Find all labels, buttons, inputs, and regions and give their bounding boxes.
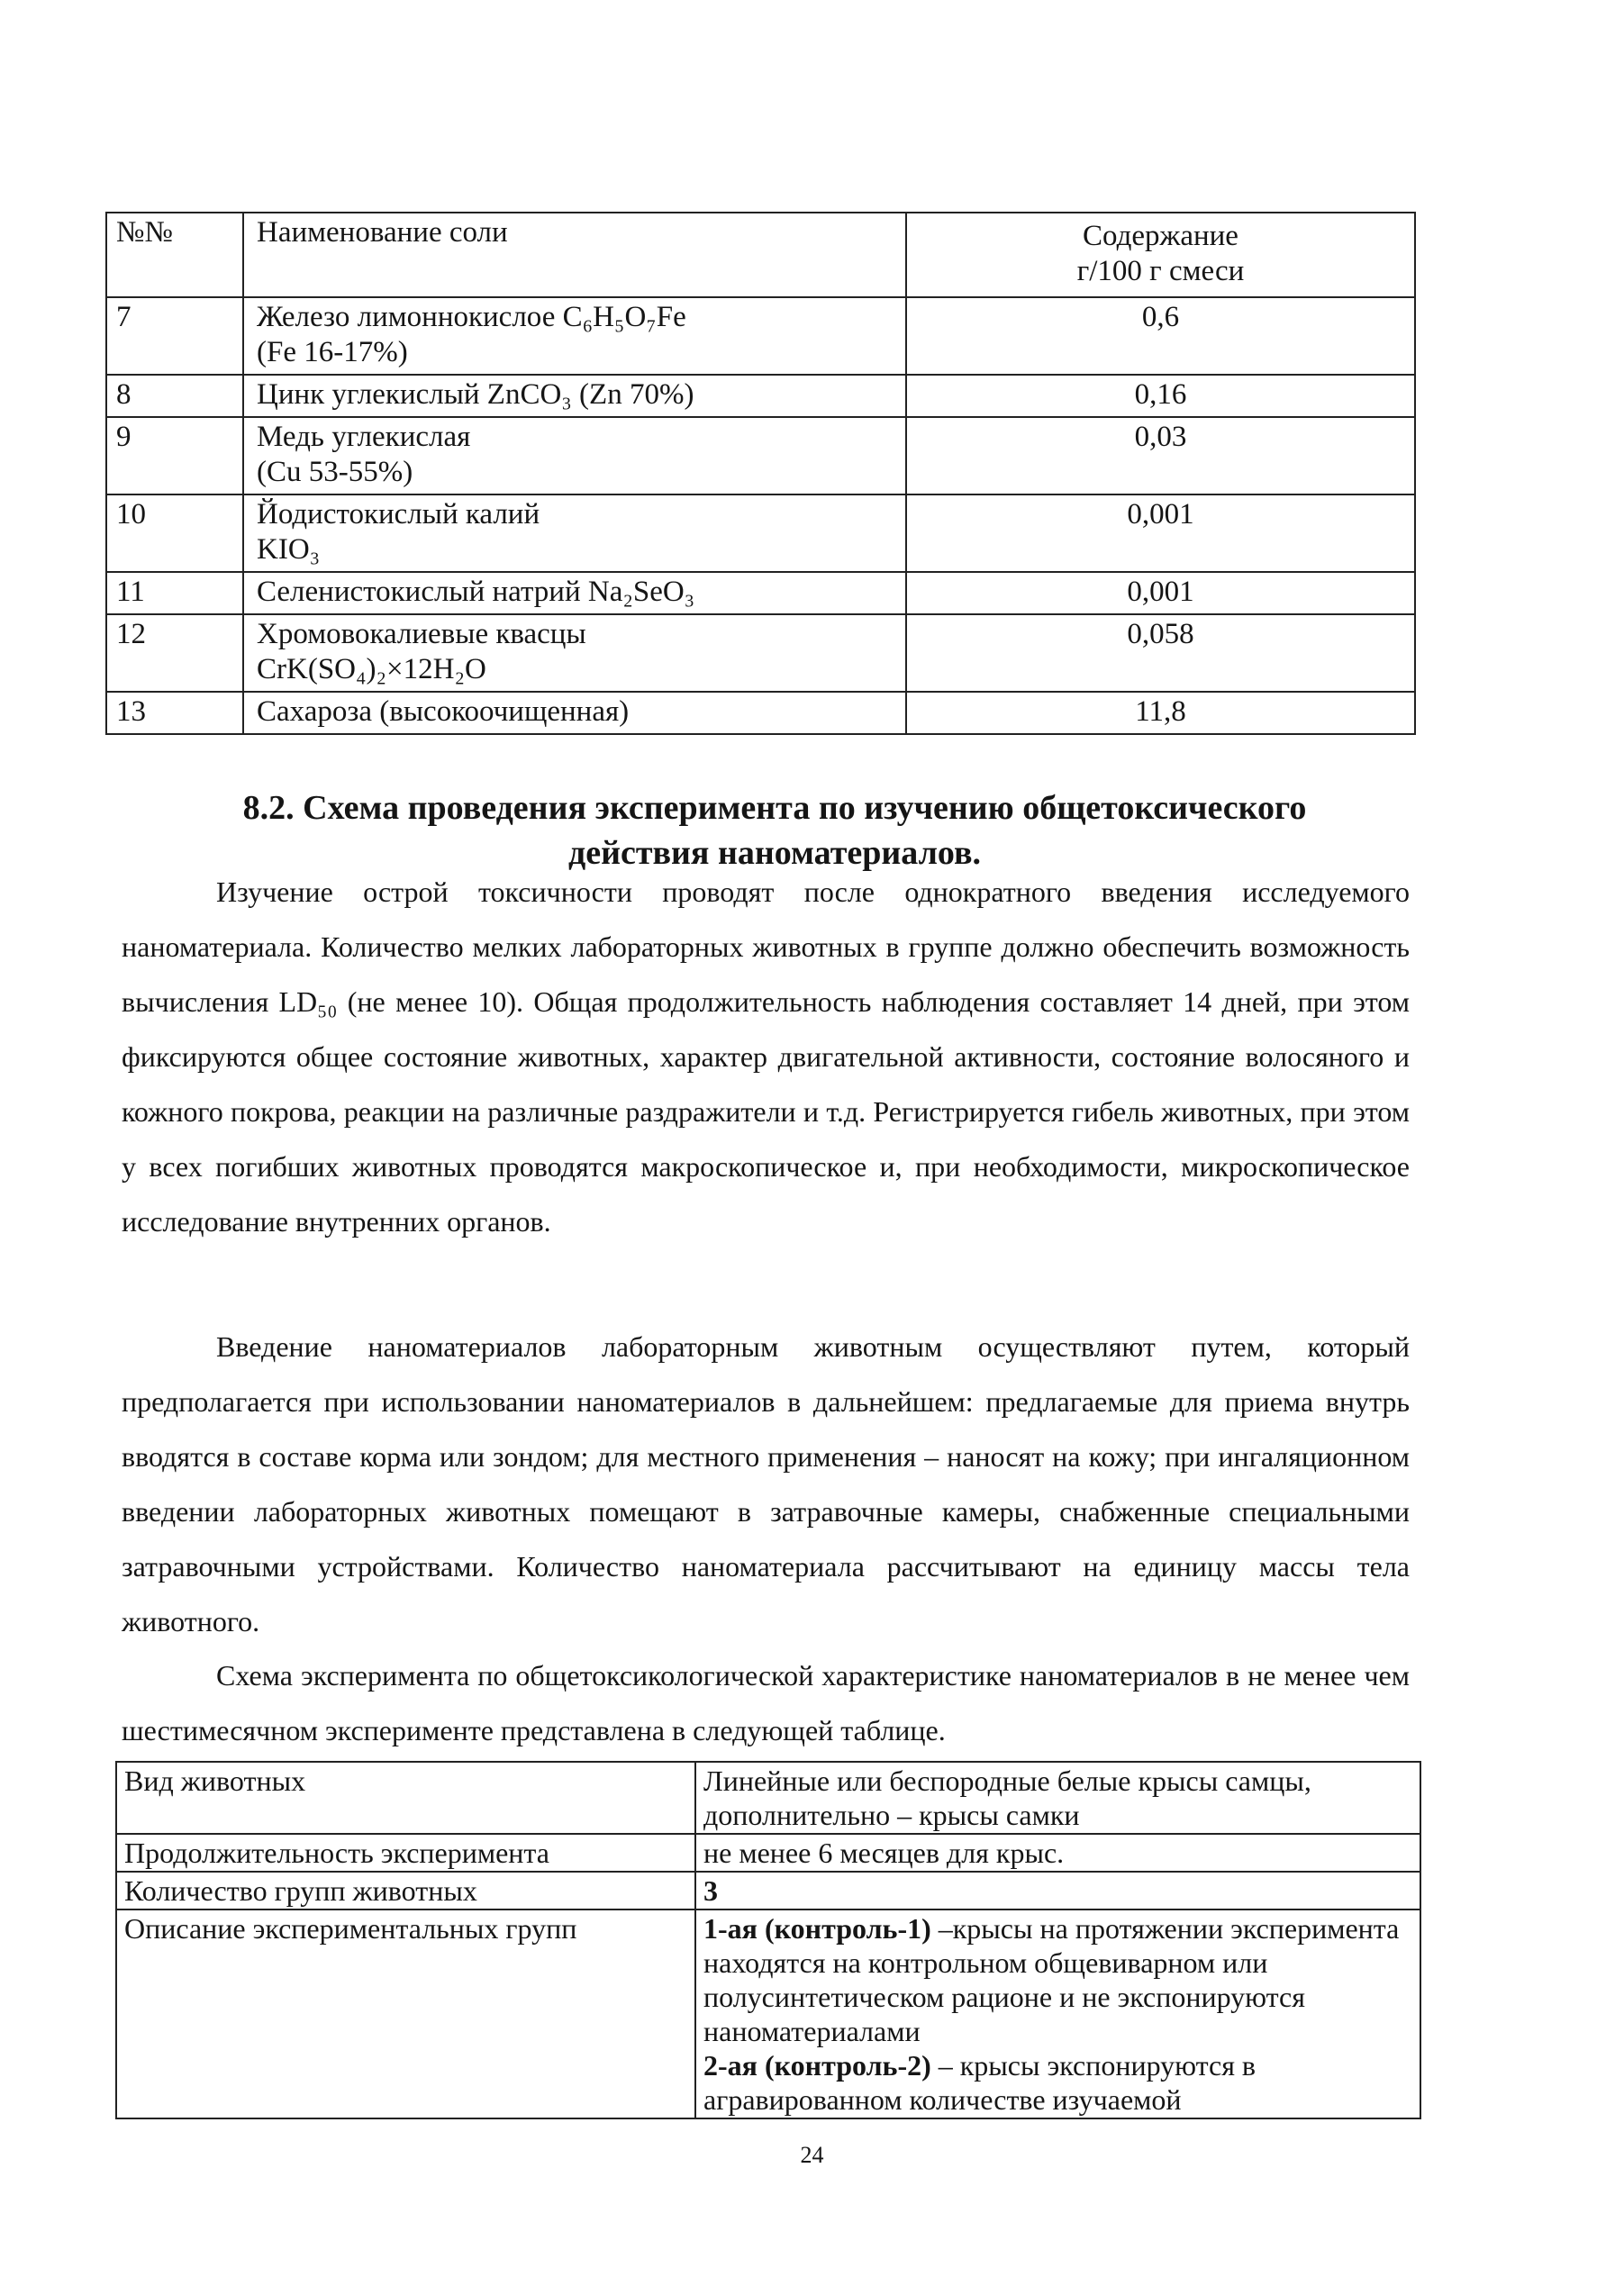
groups-description: 1-ая (контроль-1) –крысы на протяжении эксперимента находятся на контрольном общевиварном или полусинтетическом рационе и не экспонируются наноматериалами 2-ая (контроль-2) – крысы экспонируются в агравированном количестве изучаемой: [695, 1909, 1420, 2118]
table-row: 12 Хромовокалиевые квасцы CrK(SO₄)₂×12H₂O 0,058: [106, 614, 1415, 692]
header-content: Содержание г/100 г смеси: [906, 213, 1415, 297]
table-row: 8 Цинк углекислый ZnCO₃ (Zn 70%) 0,16: [106, 375, 1415, 417]
table-row: Описание экспериментальных групп 1-ая (контроль-1) –крысы на протяжении эксперимента находятся на контрольном общевиварном или полусинтетическом рационе и не экспонируются наноматериалами 2-ая (контроль-2) – крысы экспонируются в агравированном количестве изучаемой: [116, 1909, 1420, 2118]
header-num: №№: [106, 213, 243, 297]
table-row: 9 Медь углекислая (Cu 53-55%) 0,03: [106, 417, 1415, 494]
paragraph: Изучение острой токсичности проводят после однократного введения исследуемого наноматериала. Количество мелких лабораторных животных в группе должно обеспечить возможность вычисления LD₅₀ (не менее 10). Общая продолжительность наблюдения составляет 14 дней, при этом фиксируются общее состояние животных, характер двигательной активности, состояние волосяного и кожного покрова, реакции на различные раздражители и т.д. Регистрируется гибель животных, при этом у всех погибших животных проводятся макроскопическое и, при необходимости, микроскопическое исследование внутренних органов.: [122, 875, 1410, 1238]
table-header-row: [106, 213, 1415, 297]
page-number: 24: [800, 2142, 824, 2168]
table-row: 10 Йодистокислый калий KIO₃ 0,001: [106, 494, 1415, 572]
header-name: Наименование соли: [243, 213, 906, 297]
table-row: Продолжительность эксперимента не менее 6 месяцев для крыс.: [116, 1834, 1420, 1872]
experiment-scheme-table: [115, 1761, 1421, 2119]
section-heading: 8.2. Схема проведения эксперимента по изучению общетоксического действия наноматериалов.: [242, 789, 1307, 872]
table-row: Количество групп животных 3: [116, 1872, 1420, 1909]
table-row: 13 Сахароза (высокоочищенная) 11,8: [106, 692, 1415, 734]
table-row: 11 Селенистокислый натрий Na₂SeO₃ 0,001: [106, 572, 1415, 614]
paragraph: Схема эксперимента по общетоксикологической характеристике наноматериалов в не менее чем шестимесячном эксперименте представлена в следующей таблице.: [122, 1659, 1410, 1746]
table-row: 7 Железо лимоннокислое C₆H₅O₇Fe (Fe 16-17%) 0,6: [106, 297, 1415, 375]
table-row: Вид животных Линейные или беспородные белые крысы самцы, дополнительно – крысы самки: [116, 1762, 1420, 1834]
salts-table: [105, 212, 1416, 735]
paragraph: Введение наноматериалов лабораторным животным осуществляют путем, который предполагается при использовании наноматериалов в дальнейшем: предлагаемые для приема внутрь вводятся в составе корма или зондом; для местного применения – наносят на кожу; при ингаляционном введении лабораторных животных помещают в затравочные камеры, снабженные специальными затравочными устройствами. Количество наноматериала рассчитывают на единицу массы тела животного.: [122, 1330, 1410, 1637]
